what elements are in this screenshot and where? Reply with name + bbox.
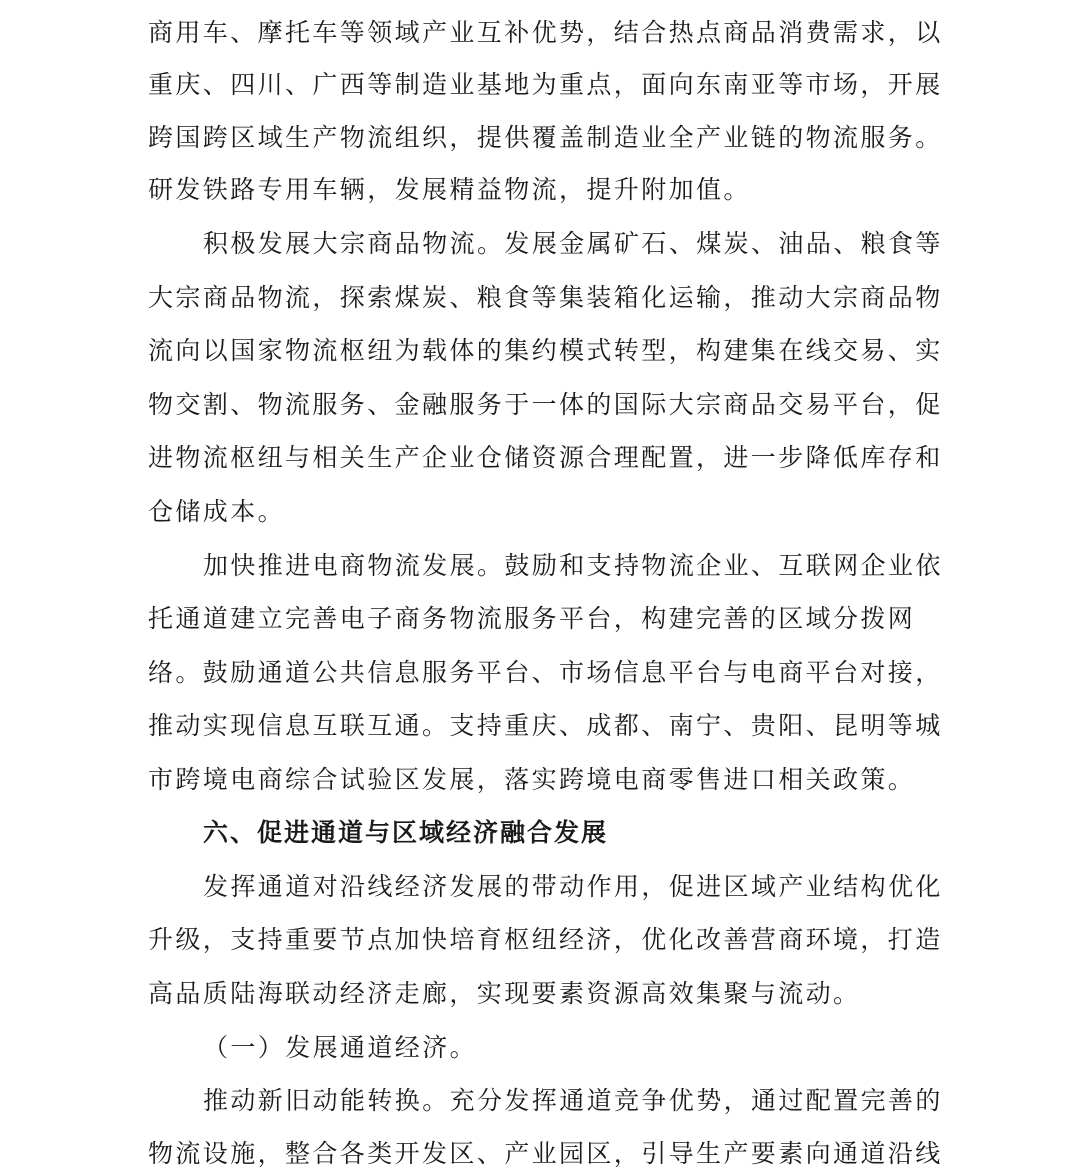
text-line: 重庆、四川、广西等制造业基地为重点，面向东南亚等市场，开展 <box>148 70 943 99</box>
paragraph-text: 。充分发挥通道竞争优势，通过配置完善的 <box>422 1086 943 1115</box>
paragraph-first-line <box>203 548 1003 584</box>
paragraph-first-line <box>203 1083 1003 1119</box>
text-line: 进物流枢纽与相关生产企业仓储资源合理配置，进一步降低库存和 <box>148 443 943 472</box>
text-line: 高品质陆海联动经济走廊，实现要素资源高效集聚与流动。 <box>148 979 861 1008</box>
subsection-heading: （一）发展通道经济。 <box>203 1033 478 1062</box>
text-line: 商用车、摩托车等领域产业互补优势，结合热点商品消费需求，以 <box>148 18 943 47</box>
paragraph-text: 。发展金属矿石、煤炭、油品、粮食等 <box>477 229 943 258</box>
text-line: 流向以国家物流枢纽为载体的集约模式转型，构建集在线交易、实 <box>148 336 943 365</box>
text-line: 研发铁路专用车辆，发展精益物流，提升附加值。 <box>148 175 751 204</box>
text-line: 升级，支持重要节点加快培育枢纽经济，优化改善营商环境，打造 <box>148 925 943 954</box>
paragraph-first-line <box>203 226 1003 262</box>
paragraph-text: 。鼓励和支持物流企业、互联网企业依 <box>477 551 943 580</box>
text-line: 市跨境电商综合试验区发展，落实跨境电商零售进口相关政策。 <box>148 765 916 794</box>
text-line: 跨国跨区域生产物流组织，提供覆盖制造业全产业链的物流服务。 <box>148 123 943 152</box>
paragraph-first-line: 发挥通道对沿线经济发展的带动作用，促进区域产业结构优化 <box>203 872 943 901</box>
paragraph-lead: 加快推进电商物流发展 <box>203 551 478 580</box>
text-line: 物交割、物流服务、金融服务于一体的国际大宗商品交易平台，促 <box>148 390 943 419</box>
section-heading: 六、促进通道与区域经济融合发展 <box>203 818 609 847</box>
text-line: 托通道建立完善电子商务物流服务平台，构建完善的区域分拨网 <box>148 604 916 633</box>
paragraph-lead: 积极发展大宗商品物流 <box>203 229 478 258</box>
text-line: 大宗商品物流，探索煤炭、粮食等集装箱化运输，推动大宗商品物 <box>148 283 943 312</box>
text-line: 物流设施，整合各类开发区、产业园区，引导生产要素向通道沿线 <box>148 1139 943 1168</box>
text-line: 仓储成本。 <box>148 497 286 526</box>
text-line: 络。鼓励通道公共信息服务平台、市场信息平台与电商平台对接， <box>148 658 943 687</box>
text-line: 推动实现信息互联互通。支持重庆、成都、南宁、贵阳、昆明等城 <box>148 711 943 740</box>
paragraph-lead: 推动新旧动能转换 <box>203 1086 423 1115</box>
